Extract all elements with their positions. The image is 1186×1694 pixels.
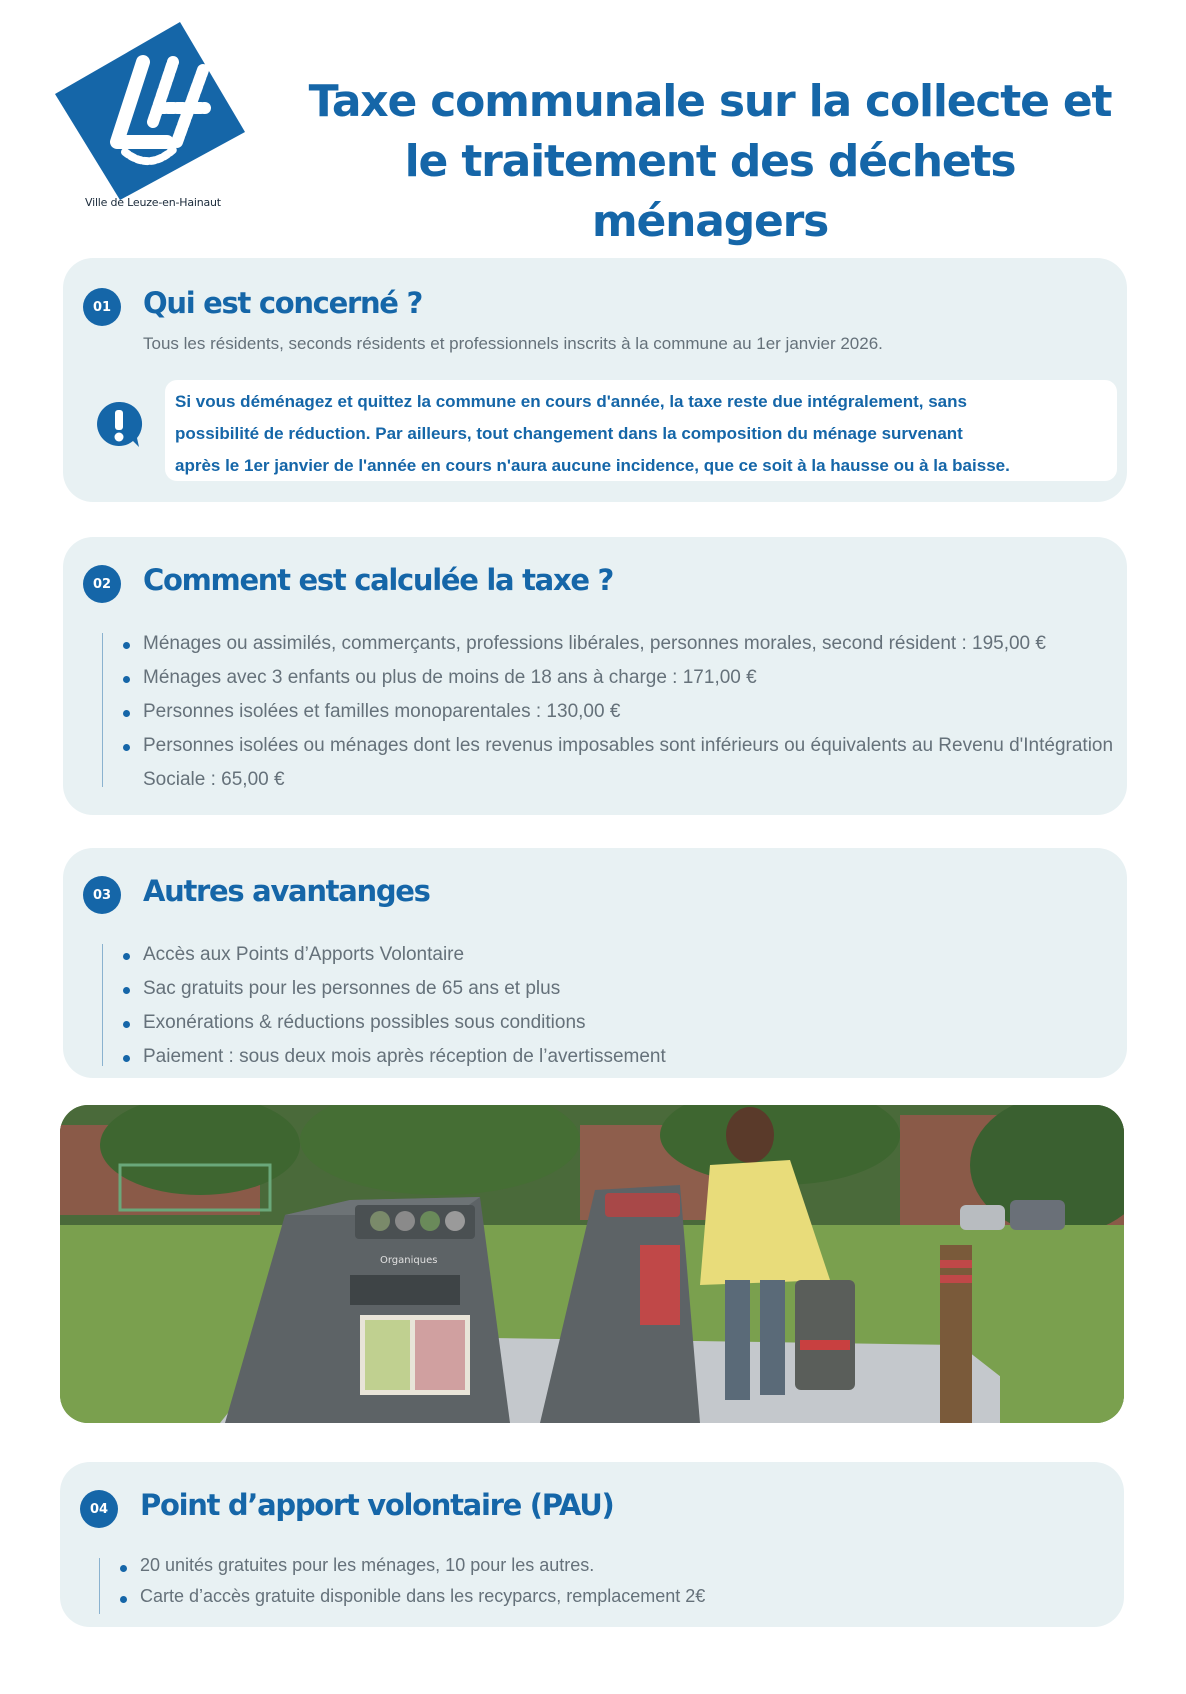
section-card-concerned <box>63 258 1127 502</box>
bin-label: Organiques <box>380 1255 438 1266</box>
logo-caption: Ville de Leuze-en-Hainaut <box>85 196 221 209</box>
photo-illustration <box>60 1105 1124 1423</box>
town-logo <box>55 22 260 222</box>
waste-containers-photo <box>60 1105 1124 1423</box>
warning-box <box>165 380 1117 481</box>
section-heading: Comment est calculée la taxe ? <box>143 563 614 597</box>
list-rule <box>102 944 103 1066</box>
list-item: Carte d’accès gratuite disponible dans les recyparcs, remplacement 2€ <box>120 1581 1100 1612</box>
list-item: Paiement : sous deux mois après réception de l’avertissement <box>123 1040 1103 1074</box>
pau-list <box>120 1550 1100 1612</box>
section-card-pau <box>60 1462 1124 1627</box>
list-item: Ménages avec 3 enfants ou plus de moins de 18 ans à charge : 171,00 € <box>123 661 1123 695</box>
list-item: Personnes isolées et familles monoparentales : 130,00 € <box>123 695 1123 729</box>
section-text: Tous les résidents, seconds résidents et professionnels inscrits à la commune au 1er janvier 2026. <box>143 334 883 353</box>
section-number-badge: 03 <box>83 876 121 914</box>
list-item: Accès aux Points d’Apports Volontaire <box>123 938 1103 972</box>
warning-line: après le 1er janvier de l'année en cours n'aura aucune incidence, que ce soit à la hausse ou à la baisse. <box>175 456 1010 475</box>
section-heading: Qui est concerné ? <box>143 286 422 320</box>
title-line-2: le traitement des déchets ménagers <box>404 136 1016 247</box>
list-rule <box>99 1558 100 1614</box>
list-rule <box>102 633 103 787</box>
exclamation-icon <box>95 400 143 450</box>
advantages-list <box>123 938 1103 1074</box>
section-number-badge: 04 <box>80 1490 118 1528</box>
list-item: Personnes isolées ou ménages dont les revenus imposables sont inférieurs ou équivalents au Revenu d'Intégration Sociale : 65,00 € <box>123 729 1123 797</box>
list-item: Sac gratuits pour les personnes de 65 ans et plus <box>123 972 1103 1006</box>
list-item: Ménages ou assimilés, commerçants, professions libérales, personnes morales, second résident : 195,00 € <box>123 627 1123 661</box>
page-title <box>290 72 1130 252</box>
list-item: 20 unités gratuites pour les ménages, 10 pour les autres. <box>120 1550 1100 1581</box>
warning-line: possibilité de réduction. Par ailleurs, tout changement dans la composition du ménage survenant <box>175 424 963 443</box>
section-card-calculation <box>63 537 1127 815</box>
section-number-badge: 02 <box>83 565 121 603</box>
section-heading: Autres avantanges <box>143 874 430 908</box>
list-item: Exonérations & réductions possibles sous conditions <box>123 1006 1103 1040</box>
section-number-badge: 01 <box>83 288 121 326</box>
section-card-advantages <box>63 848 1127 1078</box>
warning-line: Si vous déménagez et quittez la commune en cours d'année, la taxe reste due intégralement, sans <box>175 392 967 411</box>
section-heading: Point d’apport volontaire (PAU) <box>140 1488 614 1522</box>
title-line-1: Taxe communale sur la collecte et <box>308 76 1112 127</box>
tax-rates-list <box>123 627 1123 797</box>
